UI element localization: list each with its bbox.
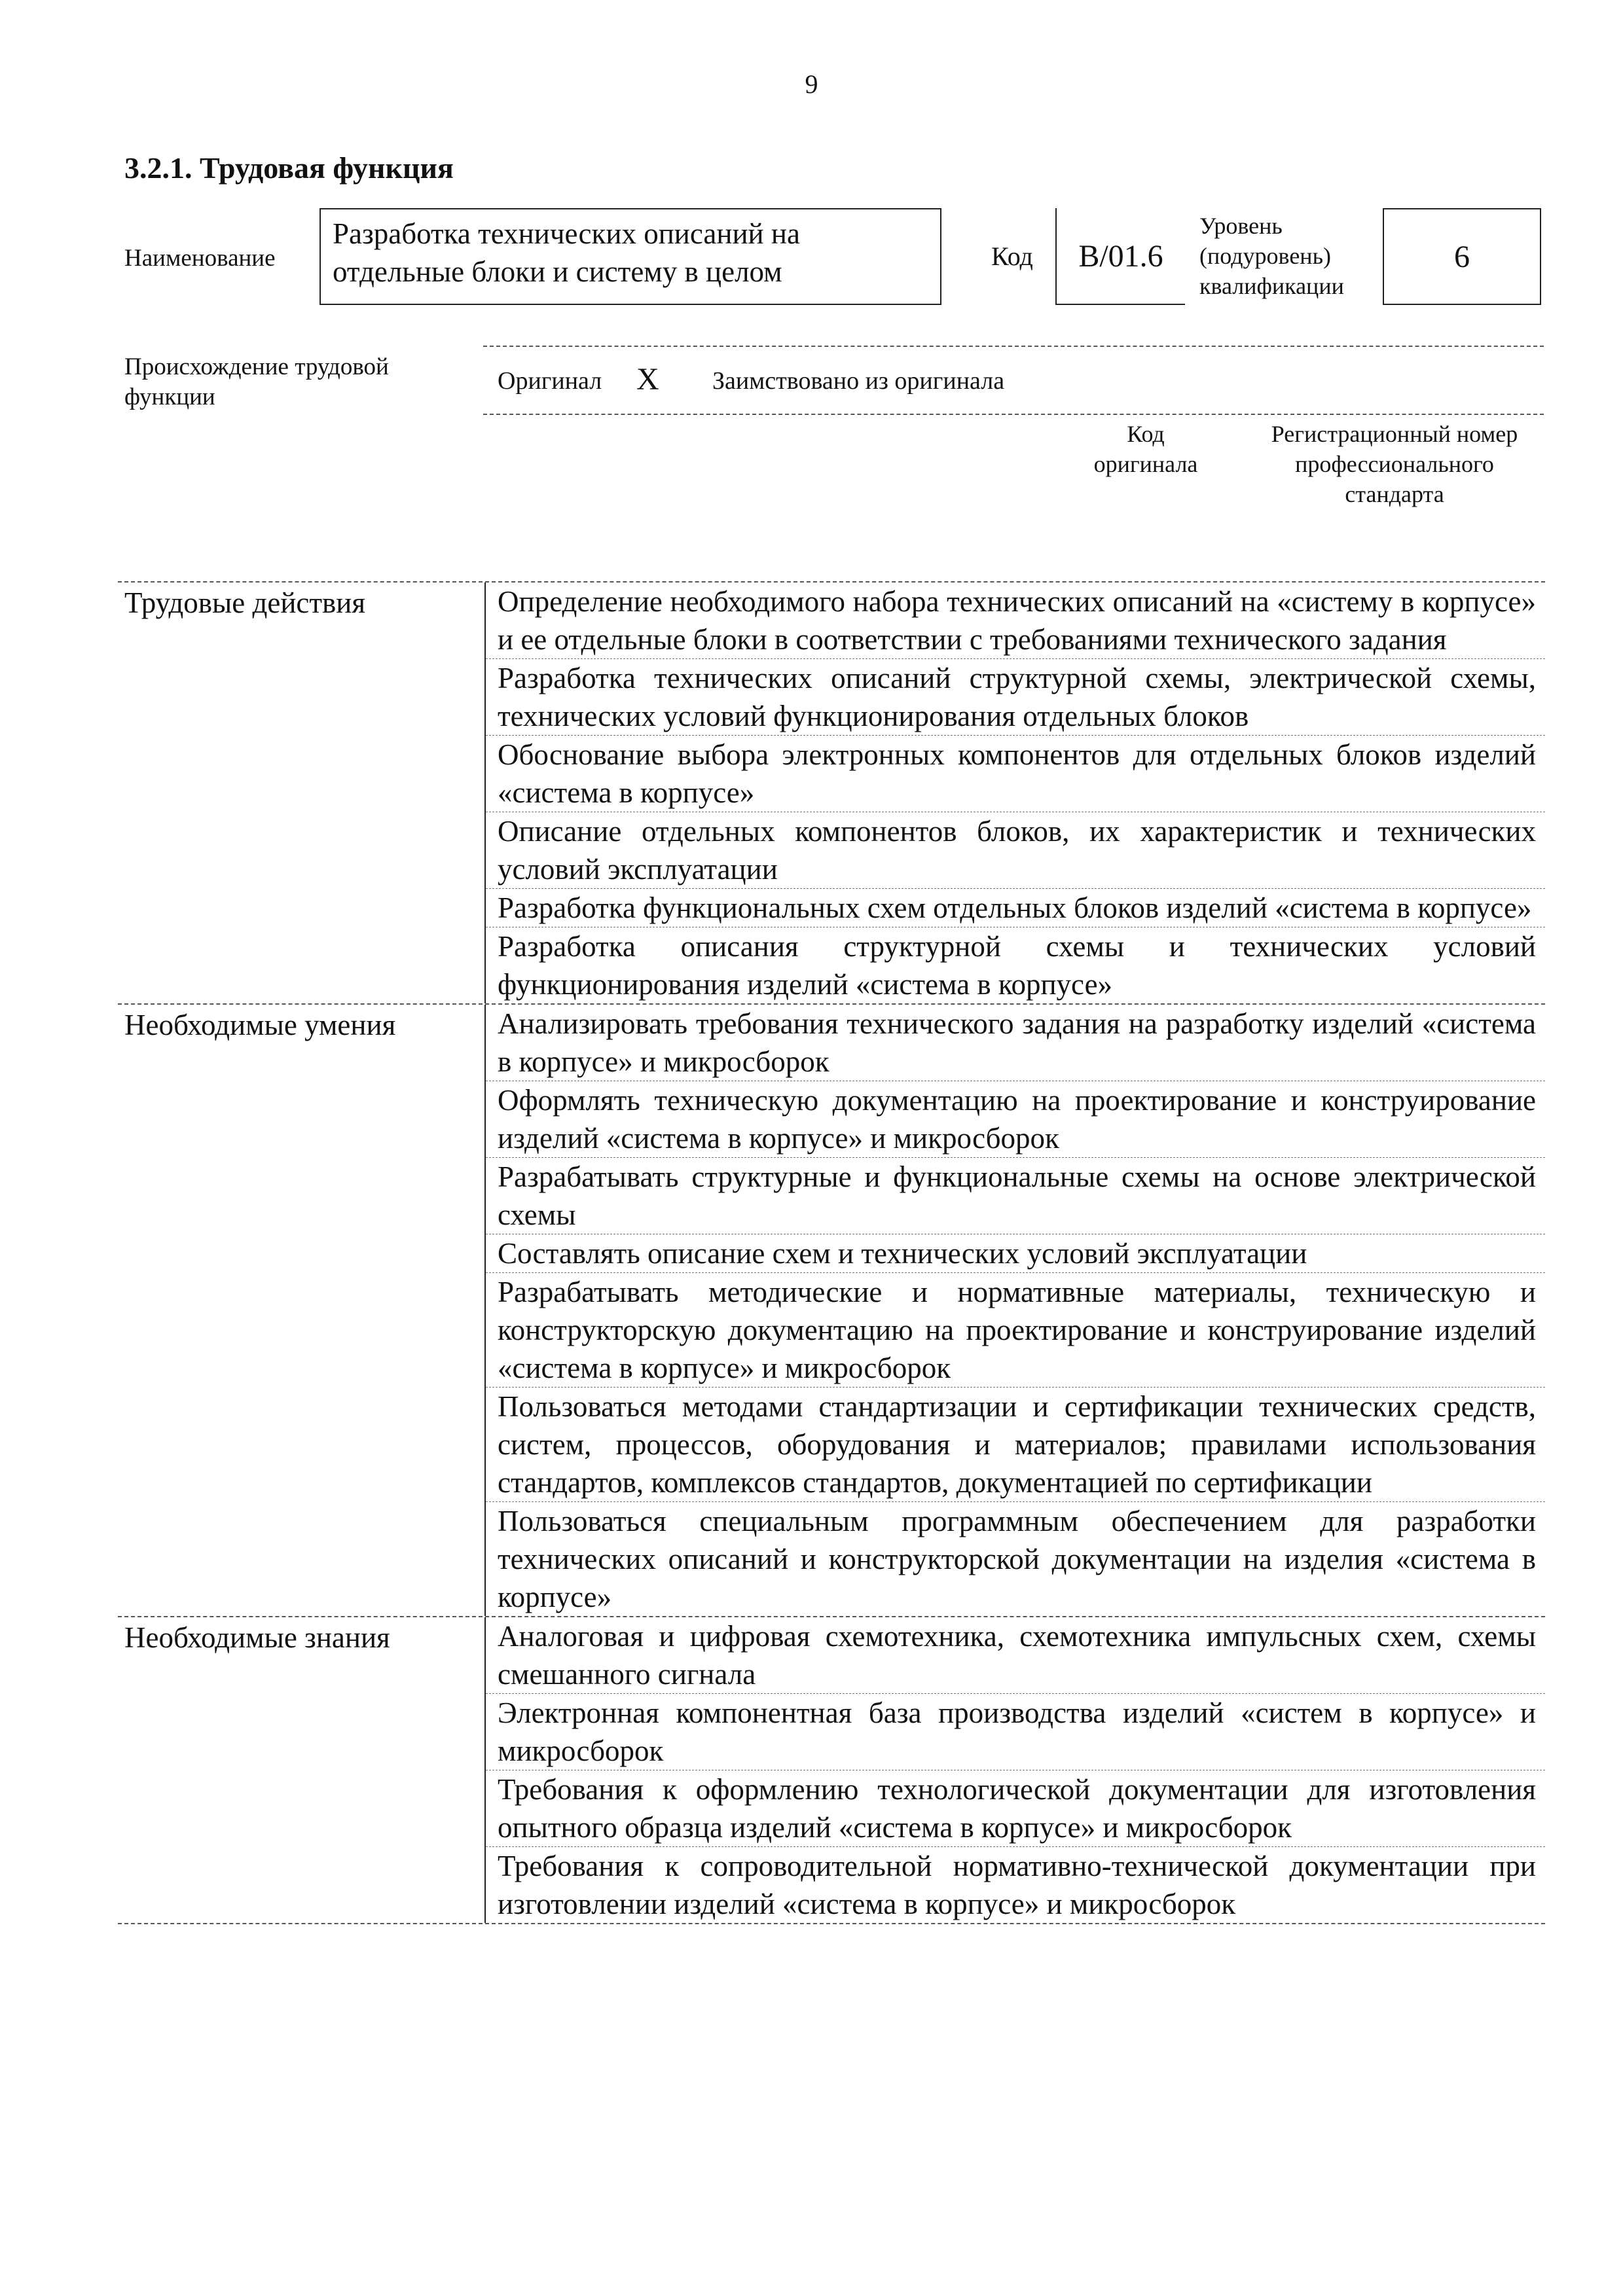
list-item: Электронная компонентная база производства изделий «систем в корпусе» и микросборок	[486, 1694, 1545, 1770]
section-row-skills	[118, 1003, 1545, 1616]
list-item: Требования к оформлению технологической документации для изготовления опытного образца изделий «система в корпусе» и микросборок	[486, 1770, 1545, 1847]
list-item: Разработка описания структурной схемы и технических условий функционирования изделий «система в корпусе»	[498, 930, 1536, 1001]
list-item: Пользоваться методами стандартизации и сертификации технических средств, систем, процессов, оборудования и материалов; правилами использования стандартов, комплексов стандартов, документацией по сертификации	[486, 1388, 1545, 1502]
list-item: Оформлять техническую документацию на проектирование и конструирование изделий «система в корпусе» и микросборок	[486, 1081, 1545, 1158]
borrowed-label: Заимствовано из оригинала	[712, 367, 1005, 395]
name-value-box: Разработка технических описаний на отдельные блоки и систему в целом	[319, 208, 941, 305]
section-row-actions	[118, 581, 1545, 1003]
list-item: Требования к сопроводительной нормативно-технической документации при изготовлении изделий «система в корпусе» и микросборок	[498, 1850, 1536, 1920]
list-item: Пользоваться специальным программным обеспечением для разработки технических описаний и конструкторской документации на изделия «система в корпусе»	[498, 1505, 1536, 1613]
section-items	[484, 583, 1545, 1003]
list-item: Анализировать требования технического задания на разработку изделий «система в корпусе» и микросборок	[486, 1005, 1545, 1081]
section-items	[484, 1005, 1545, 1616]
code-value-box: B/01.6	[1055, 208, 1185, 305]
list-item: Разработка технических описаний структурной схемы, электрической схемы, технических условий функционирования отдельных блоков	[486, 659, 1545, 736]
list-item: Обоснование выбора электронных компонентов для отдельных блоков изделий «система в корпусе»	[486, 736, 1545, 812]
section-title: 3.2.1. Трудовая функция	[124, 151, 454, 185]
section-row-knowledge	[118, 1616, 1545, 1924]
list-item: Разработка функциональных схем отдельных блоков изделий «система в корпусе»	[486, 889, 1545, 927]
name-label: Наименование	[124, 245, 276, 272]
section-items	[484, 1617, 1545, 1923]
section-label: Необходимые знания	[124, 1621, 390, 1654]
level-value-box: 6	[1383, 208, 1541, 305]
section-label: Необходимые умения	[124, 1009, 396, 1041]
list-item: Определение необходимого набора технических описаний на «систему в корпусе» и ее отдельные блоки в соответствии с требованиями технического задания	[486, 583, 1545, 659]
list-item: Разрабатывать структурные и функциональные схемы на основе электрической схемы	[486, 1158, 1545, 1234]
origin-bottom-line	[483, 414, 1544, 415]
section-label: Трудовые действия	[124, 586, 366, 619]
code-label: Код	[991, 242, 1033, 271]
reg-number-label: Регистрационный номер профессионального стандарта	[1271, 421, 1518, 507]
level-label: Уровень (подуровень) квалификации	[1199, 213, 1344, 299]
original-label: Оригинал	[498, 367, 602, 395]
page-number: 9	[805, 69, 818, 99]
functions-table	[118, 581, 1545, 1924]
origin-label: Происхождение трудовой функции	[124, 353, 389, 410]
origin-top-line	[483, 346, 1544, 347]
list-item: Разрабатывать методические и нормативные материалы, техническую и конструкторскую документацию на проектирование и конструирование изделий «система в корпусе» и микросборок	[486, 1273, 1545, 1388]
list-item: Составлять описание схем и технических условий эксплуатации	[486, 1234, 1545, 1273]
list-item: Аналоговая и цифровая схемотехника, схемотехника импульсных схем, схемы смешанного сигнала	[486, 1617, 1545, 1694]
code-original-label: Код оригинала	[1093, 421, 1198, 477]
list-item: Описание отдельных компонентов блоков, их характеристик и технических условий эксплуатации	[486, 812, 1545, 889]
original-mark: X	[636, 362, 659, 397]
